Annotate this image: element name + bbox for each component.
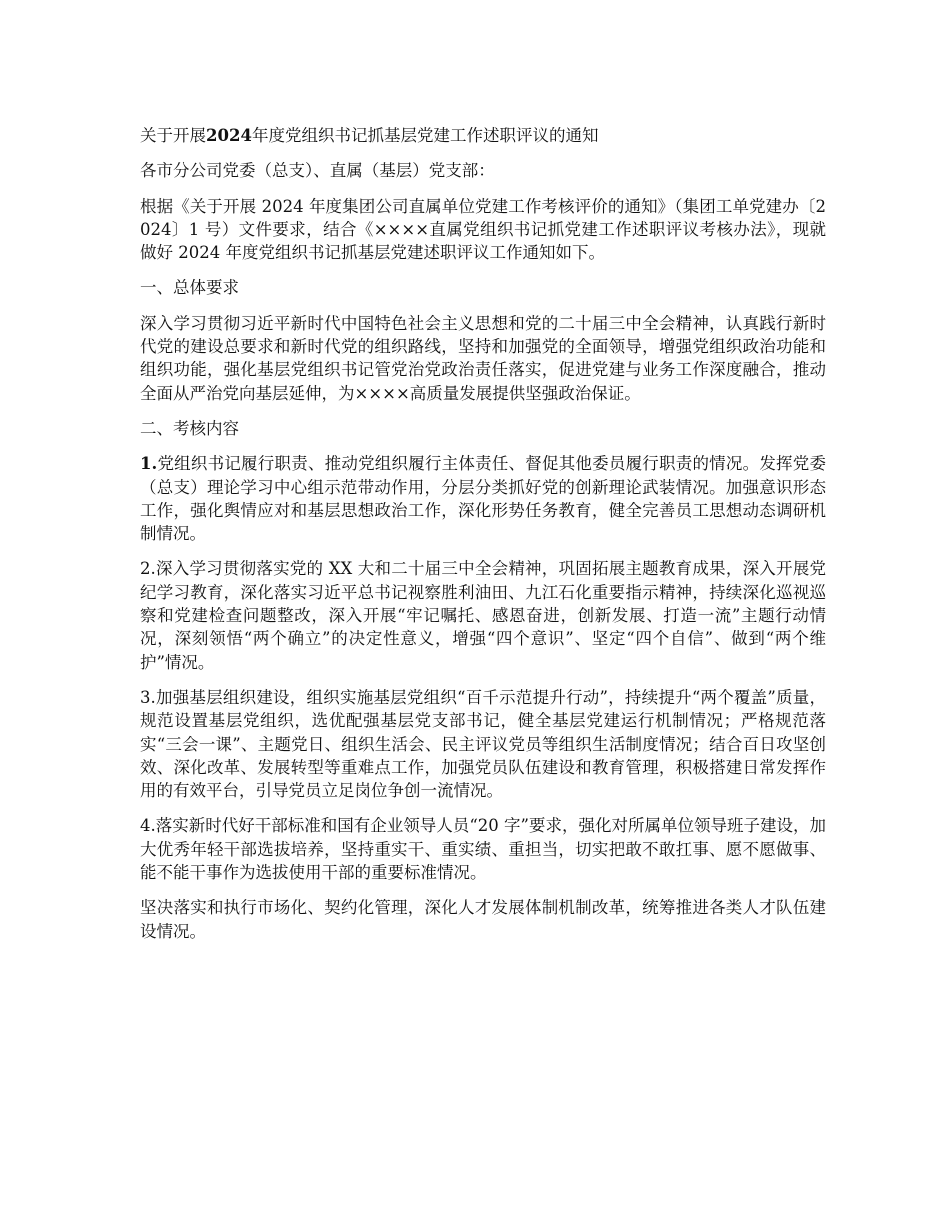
item-1-number: 1. (140, 454, 158, 474)
document-body (140, 124, 826, 955)
closing-paragraph: 坚决落实和执行市场化、契约化管理，深化人才发展体制机制改革，统筹推进各类人才队伍建设情况。 (140, 898, 826, 941)
item-3-paragraph: 3.加强基层组织建设，组织实施基层党组织“百千示范提升行动”，持续提升“两个覆盖”质量，规范设置基层党组织，选优配强基层党支部书记，健全基层党建运行机制情况；严格规范落实“三会一课”、主题党日、组织生活会、民主评议党员等组织生活制度情况；结合百日攻坚创效、深化改革、发展转型等重难点工作，加强党员队伍建设和教育管理，积极搭建日常发挥作用的有效平台，引导党员立足岗位争创一流情况。 (140, 687, 826, 801)
section-2-heading: 二、考核内容 (140, 418, 239, 438)
intro-paragraph: 根据《关于开展 2024 年度集团公司直属单位党建工作考核评价的通知》（集团工单党建办〔2024〕1 号）文件要求，结合《××××直属党组织书记抓党建工作述职评议考核办法》，现就做好 2024 年度党组织书记抓基层党建述职评议工作通知如下。 (140, 196, 826, 263)
item-1-text: 党组织书记履行职责、推动党组织履行主体责任、督促其他委员履行职责的情况。发挥党委（总支）理论学习中心组示范带动作用，分层分类抓好党的创新理论武装情况。加强意识形态工作，强化舆情应对和基层思想政治工作，深化形势任务教育，健全完善员工思想动态调研机制情况。 (140, 454, 826, 544)
title-year: 2024 (206, 126, 252, 145)
salutation: 各市分公司党委（总支）、直属（基层）党支部： (140, 161, 495, 181)
item-2-paragraph: 2.深入学习贯彻落实党的 XX 大和二十届三中全会精神，巩固拓展主题教育成果，深入开展党纪学习教育，深化落实习近平总书记视察胜利油田、九江石化重要指示精神，持续深化巡视巡察和党建检查问题整改，深入开展“牢记嘱托、感恩奋进，创新发展、打造一流”主题行动情况，深刻领悟“两个确立”的决定性意义，增强“四个意识”、坚定“四个自信”、做到“两个维护”情况。 (140, 559, 826, 672)
item-1-paragraph (140, 452, 826, 545)
title-prefix: 关于开展 (140, 126, 206, 145)
item-4-paragraph: 4.落实新时代好干部标准和国有企业领导人员“20 字”要求，强化对所属单位领导班子建设，加大优秀年轻干部选拔培养，坚持重实干、重实绩、重担当，切实把敢不敢扛事、愿不愿做事、能不能干事作为选拔使用干部的重要标准情况。 (140, 816, 826, 883)
section-1-body: 深入学习贯彻习近平新时代中国特色社会主义思想和党的二十届三中全会精神，认真践行新时代党的建设总要求和新时代党的组织路线，坚持和加强党的全面领导，增强党组织政治功能和组织功能，强化基层党组织书记管党治党政治责任落实，促进党建与业务工作深度融合，推动全面从严治党向基层延伸，为××××高质量发展提供坚强政治保证。 (140, 313, 826, 403)
document-title (140, 124, 826, 147)
section-1-heading: 一、总体要求 (140, 278, 239, 298)
title-suffix: 年度党组织书记抓基层党建工作述职评议的通知 (251, 126, 599, 145)
